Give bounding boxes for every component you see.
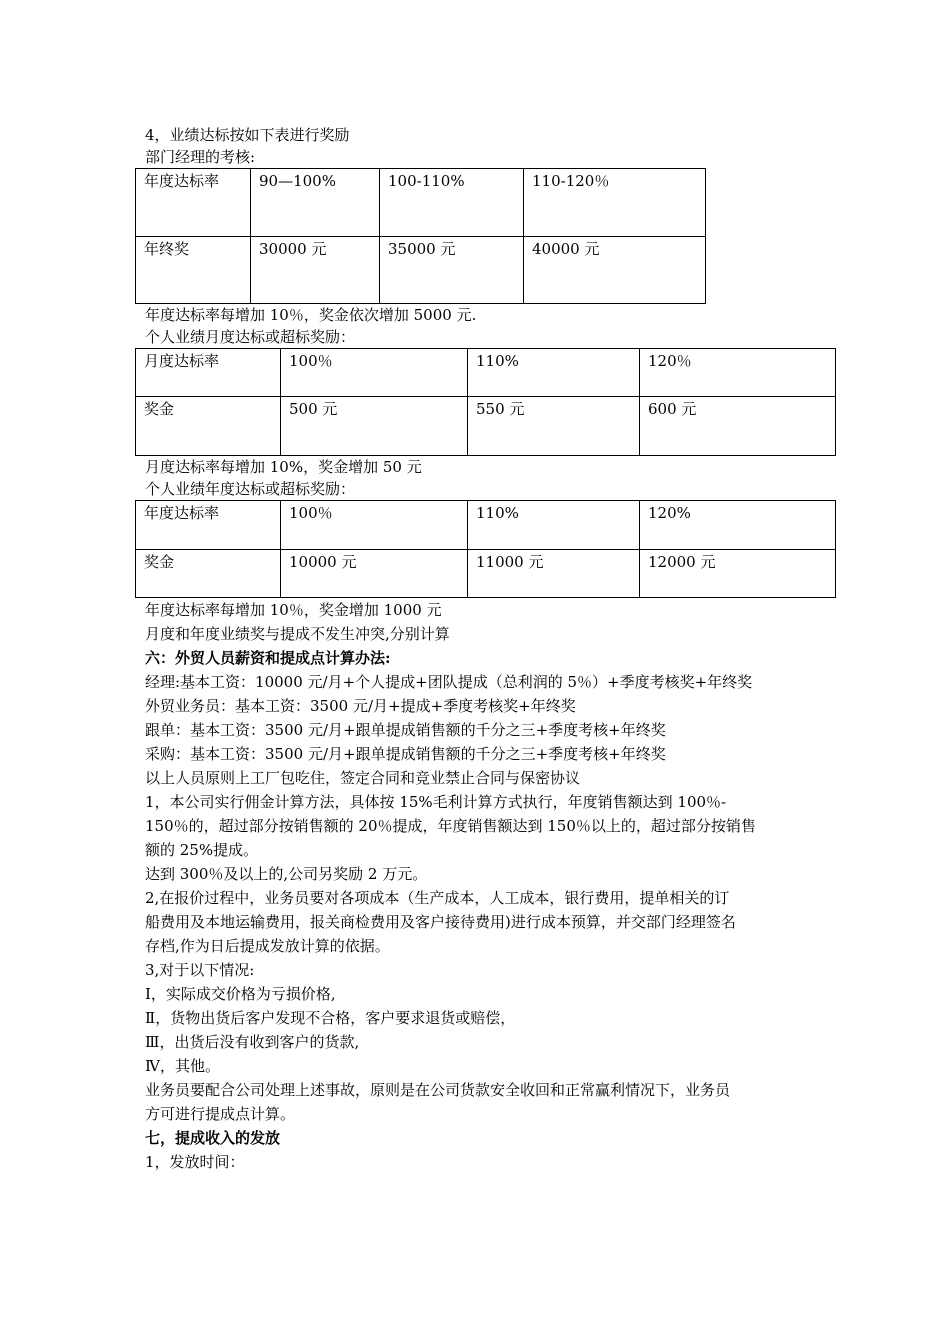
table-cell: 年终奖: [136, 237, 251, 304]
table-cell: 500 元: [281, 397, 468, 456]
monthly-label: 个人业绩月度达标或超标奖励：: [145, 328, 356, 346]
table-cell: 奖金: [136, 397, 281, 456]
table-cell: 90—100%: [251, 169, 380, 237]
table-row: [136, 349, 836, 397]
lodging-note: 以上人员原则上工厂包吃住，签定合同和竞业禁止合同与保密协议: [145, 769, 581, 787]
table-cell: 40000 元: [524, 237, 706, 304]
table-cell: 月度达标率: [136, 349, 281, 397]
salary-purchaser: 采购：基本工资：3500 元/月+跟单提成销售额的千分之三+季度考核+年终奖: [145, 745, 666, 763]
table-row: [136, 501, 836, 550]
table-cell: 100％: [281, 349, 468, 397]
monthly-bonus-table: [135, 348, 836, 456]
monthly-note: 月度达标率每增加 10%，奖金增加 50 元: [145, 458, 422, 476]
table-cell: 10000 元: [281, 550, 468, 598]
table-cell: 120%: [640, 501, 836, 550]
table-row: [136, 169, 706, 237]
paragraph-2-line: 船费用及本地运输费用，报关商检费用及客户接待费用)进行成本预算，并交部门经理签名: [145, 913, 736, 931]
document-page: [145, 124, 845, 1174]
manager-bonus-table: [135, 168, 706, 304]
paragraph-4-line: 方可进行提成点计算。: [145, 1105, 296, 1123]
table-cell: 110%: [468, 349, 640, 397]
yearly-note: 年度达标率每增加 10％，奖金增加 1000 元: [145, 601, 442, 619]
table-cell: 600 元: [640, 397, 836, 456]
dept-manager-label: 部门经理的考核:: [145, 148, 256, 166]
table-cell: 110-120％: [524, 169, 706, 237]
section-7-title: 七，提成收入的发放: [145, 1129, 281, 1147]
payout-time-label: 1，发放时间：: [145, 1153, 245, 1171]
table-cell: 120％: [640, 349, 836, 397]
manager-note: 年度达标率每增加 10％，奖金依次增加 5000 元.: [145, 306, 477, 324]
table-cell: 奖金: [136, 550, 281, 598]
table-cell: 100-110%: [380, 169, 524, 237]
heading-performance-reward: 4，业绩达标按如下表进行奖励: [145, 126, 350, 144]
salary-sales: 外贸业务员：基本工资：3500 元/月+提成+季度考核奖+年终奖: [145, 697, 576, 715]
yearly-bonus-table: [135, 500, 836, 598]
table-row: [136, 237, 706, 304]
no-conflict-note: 月度和年度业绩奖与提成不发生冲突,分别计算: [145, 625, 450, 643]
table-cell: 110%: [468, 501, 640, 550]
table-row: [136, 397, 836, 456]
paragraph-4-line: 业务员要配合公司处理上述事故，原则是在公司货款安全收回和正常赢利情况下，业务员: [145, 1081, 731, 1099]
section-6-title: 六：外贸人员薪资和提成点计算办法:: [145, 649, 391, 667]
list-item: Ⅱ，货物出货后客户发现不合格，客户要求退货或赔偿，: [145, 1009, 516, 1027]
table-cell: 12000 元: [640, 550, 836, 598]
table-cell: 30000 元: [251, 237, 380, 304]
salary-merchandiser: 跟单：基本工资：3500 元/月+跟单提成销售额的千分之三+季度考核+年终奖: [145, 721, 666, 739]
table-row: [136, 550, 836, 598]
yearly-label: 个人业绩年度达标或超标奖励：: [145, 480, 356, 498]
paragraph-1-line: 1，本公司实行佣金计算方法，具体按 15%毛利计算方式执行，年度销售额达到 100％-: [145, 793, 727, 811]
table-cell: 100％: [281, 501, 468, 550]
paragraph-2-line: 2,在报价过程中，业务员要对各项成本（生产成本，人工成本，银行费用，提单相关的订: [145, 889, 730, 907]
table-cell: 550 元: [468, 397, 640, 456]
salary-manager: 经理:基本工资：10000 元/月+个人提成+团队提成（总利润的 5％）+季度考核奖+年终奖: [145, 673, 753, 691]
paragraph-1b: 达到 300％及以上的,公司另奖励 2 万元。: [145, 865, 428, 883]
table-cell: 35000 元: [380, 237, 524, 304]
table-cell: 年度达标率: [136, 501, 281, 550]
paragraph-1-line: 150％的，超过部分按销售额的 20％提成，年度销售额达到 150％以上的，超过部分按销售: [145, 817, 756, 835]
list-item: Ⅳ，其他。: [145, 1057, 220, 1075]
paragraph-1-line: 额的 25%提成。: [145, 841, 259, 859]
table-cell: 11000 元: [468, 550, 640, 598]
list-item: Ⅲ，出货后没有收到客户的货款,: [145, 1033, 360, 1051]
table-cell: 年度达标率: [136, 169, 251, 237]
list-item: Ⅰ，实际成交价格为亏损价格,: [145, 985, 336, 1003]
paragraph-3: 3,对于以下情况:: [145, 961, 255, 979]
paragraph-2-line: 存档,作为日后提成发放计算的依据。: [145, 937, 390, 955]
